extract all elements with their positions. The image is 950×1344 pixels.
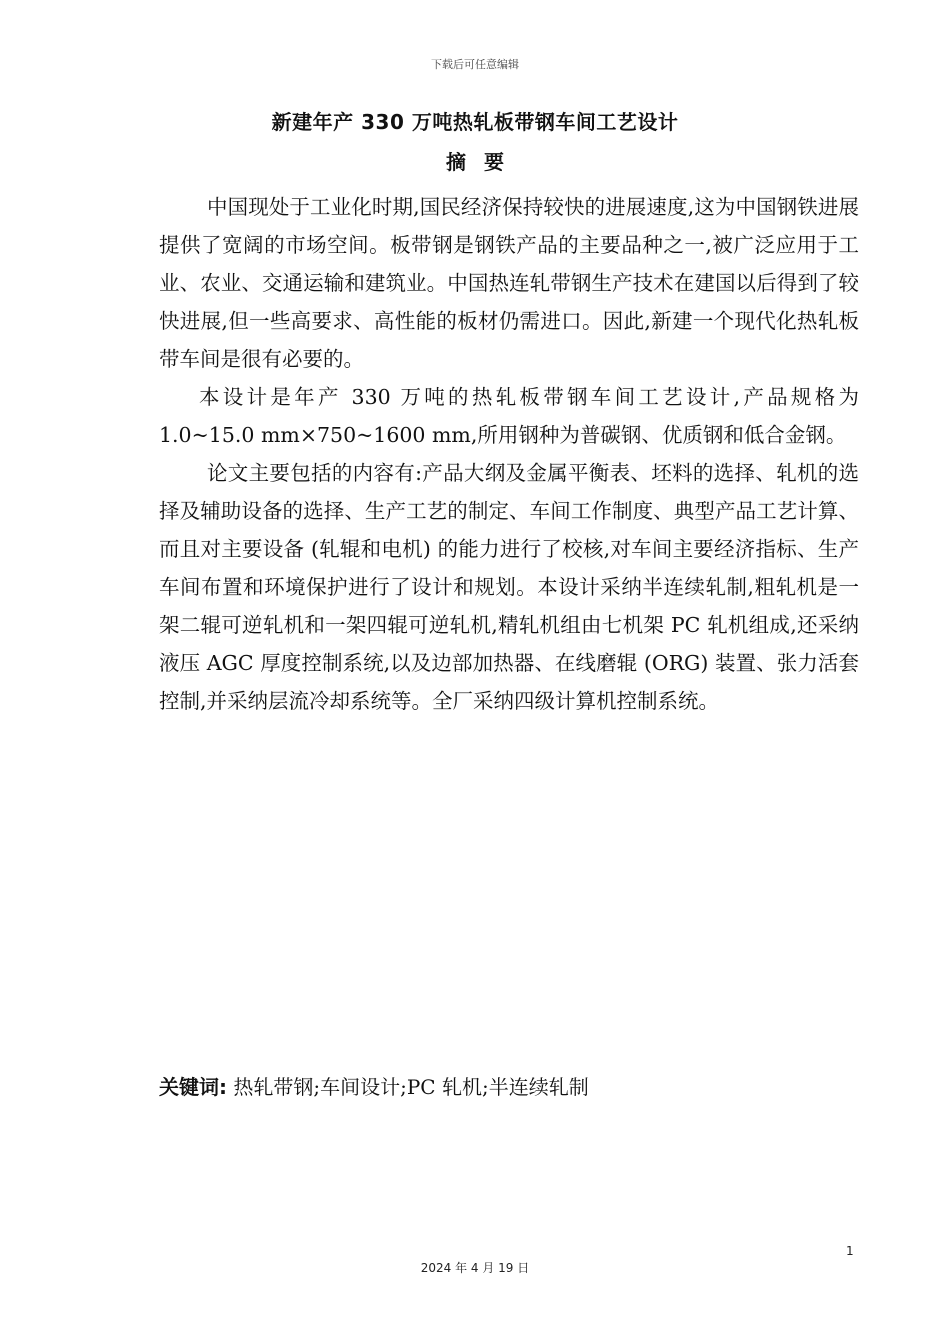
abstract-paragraph: 本设计是年产 330 万吨的热轧板带钢车间工艺设计,产品规格为 1.0~15.0 mm×750~1600 mm,所用钢种为普碳钢、优质钢和低合金钢。	[159, 385, 859, 447]
abstract-paragraph: 中国现处于工业化时期,国民经济保持较快的进展速度,这为中国钢铁进展提供了宽阔的市场空间。板带钢是钢铁产品的主要品种之一,被广泛应用于工业、农业、交通运输和建筑业。中国热连轧带钢生产技术在建国以后得到了较快进展,但一些高要求、高性能的板材仍需进口。因此,新建一个现代化热轧板带车间是很有必要的。	[159, 195, 859, 371]
document-title: 新建年产 330 万吨热轧板带钢车间工艺设计	[271, 110, 679, 134]
footer-date: 2024 年 4 月 19 日	[420, 1261, 530, 1275]
abstract-paragraph: 论文主要包括的内容有:产品大纲及金属平衡表、坯料的选择、轧机的选择及辅助设备的选择、生产工艺的制定、车间工作制度、典型产品工艺计算、而且对主要设备 (轧辊和电机) 的能力进行了校核,对车间主要经济指标、生产车间布置和环境保护进行了设计和规划。本设计采纳半连续轧制,粗轧机是一架二辊可逆轧机和一架四辊可逆轧机,精轧机组由七机架 PC 轧机组成,还采纳液压 AGC 厚度控制系统,以及边部加热器、在线磨辊 (ORG) 装置、张力活套控制,并采纳层流冷却系统等。全厂采纳四级计算机控制系统。	[159, 461, 859, 713]
keywords-line	[159, 1068, 859, 1106]
abstract-heading: 摘要	[446, 150, 522, 174]
page-number: 1	[846, 1244, 854, 1258]
keywords-list: 热轧带钢;车间设计;PC 轧机;半连续轧制	[233, 1075, 589, 1099]
header-note: 下载后可任意编辑	[431, 58, 519, 71]
abstract-body	[159, 188, 859, 720]
keywords-label: 关键词:	[159, 1075, 227, 1099]
